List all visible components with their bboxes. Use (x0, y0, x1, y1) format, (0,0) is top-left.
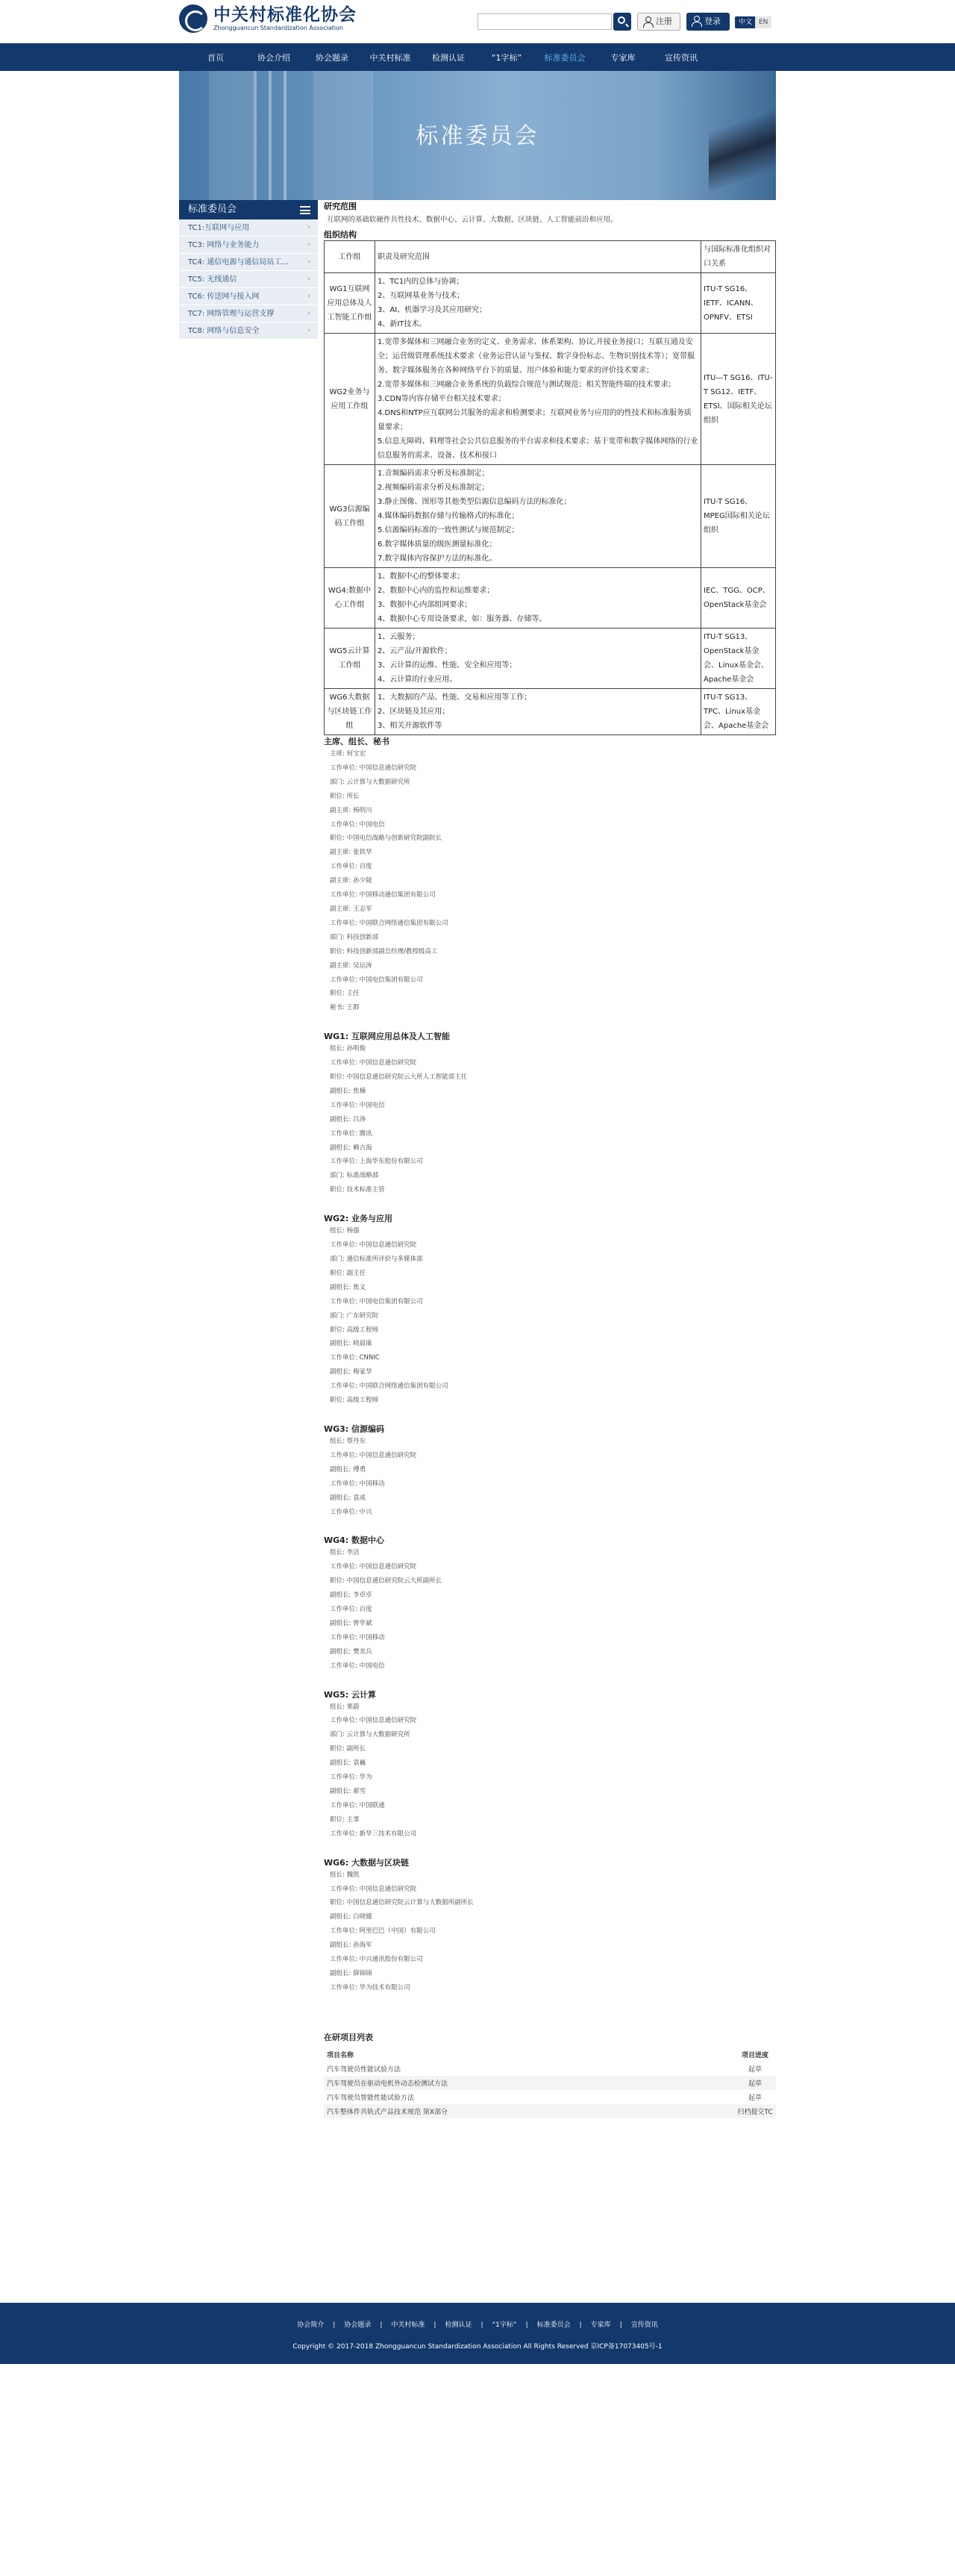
person-line: 工作单位: 中国移动 (330, 1633, 385, 1641)
mapping-cell: ITU—T SG16、ITU-T SG12、IETF、ETSI、国际相关论坛组织 (701, 334, 776, 465)
person-line: 职位: 副主任 (330, 1269, 366, 1277)
group-cell: WG3信源编码工作组 (325, 465, 375, 568)
sidebar-item-label: TC8: 网络与信息安全 (188, 327, 260, 335)
search-icon (618, 16, 625, 24)
workgroup-title: WG2: 业务与应用 (324, 1214, 393, 1224)
person-line: 部门: 云计算与大数据研究所 (330, 1731, 410, 1739)
sidebar-item-tc3[interactable] (179, 237, 318, 254)
separator: | (525, 2321, 528, 2329)
table-header-row (324, 2048, 776, 2062)
duty-line: 5.信源编码标准的一致性测试与规范制定； (378, 526, 519, 534)
person-line: 工作单位: 中国电信 (330, 1101, 385, 1109)
nav-item-committee[interactable]: 标准委员会 (544, 53, 586, 63)
footer-link[interactable]: 检测认证 (445, 2321, 472, 2329)
person-line: 副主席: 张铁华 (330, 849, 372, 857)
person-line: 工作单位: 中国联通 (330, 1801, 385, 1809)
footer-links (0, 2303, 955, 2329)
sidebar-item-tc5[interactable] (179, 271, 318, 288)
sidebar-item-label: TC3: 网络与业务能力 (188, 241, 260, 249)
sidebar-item-tc4[interactable] (179, 254, 318, 271)
person-line: 副组长: 晓晨康 (330, 1340, 372, 1348)
person-line: 职位: 主任 (330, 990, 360, 998)
duty-line: 3.CDN等内容存储平台相关技术要求； (378, 395, 506, 403)
sidebar-item-label: TC7: 网络管理与运营支撑 (188, 310, 275, 318)
duty-line: 3、AI、机器学习及其应用研究； (378, 306, 487, 314)
register-label: 注册 (656, 16, 672, 26)
user-icon (691, 16, 701, 26)
site-footer (0, 2303, 955, 2364)
person-line: 职位: 副所长 (330, 1745, 366, 1753)
duty-line: 3、数据中心内部组网要求； (378, 601, 472, 609)
person-line: 工作单位: 中国电信 (330, 1662, 385, 1670)
person-line: 组长: 栗蔚 (330, 1703, 360, 1711)
person-line: 副主席: 孙少陵 (330, 877, 372, 885)
duty-line: 2.宽带多媒体和三网融合业务系统的负载综合规范与测试规范；相关智能终端的技术要求； (378, 381, 676, 389)
duty-line: 1、云服务； (378, 633, 420, 641)
nav-item-news[interactable]: 宣传资讯 (665, 53, 698, 63)
separator: | (433, 2321, 436, 2329)
person-line: 副组长: 白晓媛 (330, 1913, 372, 1921)
project-status: 归档提交TC (731, 2104, 776, 2118)
duty-line: 4.媒体编码数据存储与传输格式的标准化； (378, 512, 519, 520)
person-line: 副组长: 焦义 (330, 1283, 366, 1291)
project-status: 起草 (748, 2065, 762, 2074)
research-title: 研究范围 (324, 202, 357, 211)
person-line: 职位: 主事 (330, 1815, 360, 1824)
table-row[interactable] (324, 2090, 776, 2104)
project-status: 起草 (731, 2076, 776, 2090)
table-header-cell: 工作组 (325, 241, 375, 273)
duty-line: 4、数据中心专用设备要求，如：服务器、存储等。 (378, 615, 547, 623)
person-line: 副组长: 梅家华 (330, 1368, 372, 1376)
menu-icon[interactable] (300, 206, 310, 214)
chevron-right-icon: › (307, 327, 310, 334)
nav-item-standards[interactable]: 中关村标准 (369, 53, 411, 63)
person-line: 组长: 蔡丹东 (330, 1437, 366, 1445)
duty-line: 4.DNS和NTP应互联网公共服务的需求和检测要求；互联网业务与应用的的性技术和标准服务质量要求； (378, 409, 692, 431)
duty-line: 2、数据中心内的监控和运维要求； (378, 587, 495, 595)
chevron-right-icon: › (307, 241, 310, 249)
person-line: 工作单位: CNNIC (330, 1354, 380, 1362)
person-line: 副组长: 曾华斌 (330, 1619, 372, 1627)
person-line: 职位: 中国电信战略与创新研究院副院长 (330, 835, 442, 843)
person-line: 职位: 高级工程师 (330, 1397, 379, 1405)
separator: | (380, 2321, 383, 2329)
person-line: 副组长: 郝雪 (330, 1788, 366, 1795)
workgroup-title: WG4: 数据中心 (324, 1535, 385, 1546)
duty-line: 1、TC1内的总体与协调； (378, 278, 464, 286)
person-line: 工作单位: 中国电信 (330, 820, 385, 829)
person-line: 工作单位: 中国联合网络通信集团有限公司 (330, 1382, 448, 1391)
table-row (325, 629, 776, 689)
duty-line: 4、新IT技术。 (378, 320, 427, 328)
register-button[interactable] (637, 13, 680, 31)
group-cell: WG6大数据与区块链工作组 (325, 689, 375, 735)
person-line: 工作单位: 上海华东股份有限公司 (330, 1158, 423, 1166)
org-title: 组织结构 (324, 230, 357, 240)
table-header-cell: 项目进度 (731, 2048, 776, 2062)
person-line: 工作单位: 中兴 (330, 1508, 372, 1516)
table-header-cell: 项目名称 (324, 2048, 731, 2062)
table-row (325, 273, 776, 334)
main-nav (0, 43, 955, 71)
table-header-cell: 与国际标准化组织对口关系 (701, 241, 776, 273)
duty-line: 5.信息无障碍、料理等社会公共信息服务的平台需求和技术要求；基于宽带和数字媒体网络的行业信息服务的需求、设备、技术和接口 (378, 437, 698, 460)
person-line: 工作单位: 中兴通讯股份有限公司 (330, 1956, 423, 1964)
duties-cell (375, 334, 701, 465)
chevron-right-icon: › (307, 310, 310, 317)
login-button[interactable] (686, 13, 730, 31)
nav-item-mark[interactable]: “1字标” (491, 53, 522, 63)
lang-en-button[interactable]: EN (755, 16, 771, 28)
copyright: Copyright © 2017-2018 Zhongguancun Standardization Association All Rights Reserved 京ICP备17073405号-1 (292, 2343, 663, 2351)
duties-cell (375, 689, 701, 735)
footer-link[interactable]: 协会题录 (344, 2321, 372, 2329)
person-line: 职位: 技术标准主管 (330, 1186, 385, 1194)
workgroup-title: WG1: 互联网应用总体及人工智能 (324, 1032, 451, 1042)
person-line: 工作单位: 百度 (330, 1606, 372, 1614)
duties-cell (375, 273, 701, 334)
nav-item-home[interactable]: 首页 (207, 53, 224, 63)
person-line: 组长: 杨强 (330, 1227, 360, 1235)
person-line: 工作单位: 中国信息通信研究院 (330, 1451, 417, 1459)
person-line: 副组长: 孙海军 (330, 1942, 372, 1950)
duty-line: 1、大数据的产品、性能、交易和应用等工作； (378, 693, 532, 702)
project-name[interactable]: 汽车整体件共轨式产品技术规范 第X部分 (324, 2104, 731, 2118)
person-line: 工作单位: 中国电信集团有限公司 (330, 976, 423, 984)
page-banner (179, 71, 776, 200)
person-line: 副组长: 赖吉海 (330, 1144, 372, 1152)
person-line: 副组长: 袁巍 (330, 1759, 366, 1768)
footer-link[interactable]: 中关村标准 (391, 2321, 425, 2329)
project-status: 起草 (748, 2094, 762, 2102)
nav-item-about[interactable]: 协会介绍 (257, 53, 290, 63)
duty-line: 7.数字媒体内容保护方法的标准化。 (378, 555, 497, 563)
person-line: 工作单位: 阿里巴巴（中国）有限公司 (330, 1927, 436, 1936)
duty-line: 2、云产品/开源软件； (378, 647, 452, 655)
person-line: 副组长: 焦楠 (330, 1087, 366, 1095)
user-icon (642, 16, 653, 27)
person-line: 工作单位: 中国信息通信研究院 (330, 1241, 417, 1250)
person-line: 工作单位: 新华三技术有限公司 (330, 1830, 417, 1838)
person-line: 工作单位: 中国信息通信研究院 (330, 1563, 417, 1571)
nav-item-certification[interactable]: 检测认证 (432, 53, 465, 63)
duty-line: 2、互联网基业务与技术； (378, 292, 465, 300)
person-line: 工作单位: 百度 (330, 863, 372, 871)
person-line: 工作单位: 中国移动 (330, 1479, 385, 1488)
person-line: 工作单位: 中国信息通信研究院 (330, 764, 417, 772)
sidebar (179, 200, 318, 340)
person-line: 组长: 魏凯 (330, 1871, 360, 1879)
sidebar-item-tc1[interactable] (179, 219, 318, 237)
table-row (325, 568, 776, 629)
person-line: 副组长: 薛锦锦 (330, 1969, 372, 1977)
duty-line: 2、区块链及其应用； (378, 708, 450, 716)
site-logo[interactable] (179, 4, 357, 33)
workgroup-title: WG3: 信源编码 (324, 1423, 385, 1434)
mapping-cell: ITU-T SG16、IETF、ICANN、OPNFV、ETSI (701, 273, 776, 334)
person-line: 职位: 科技创新部副总经理/教授级高工 (330, 947, 438, 955)
duties-cell (375, 629, 701, 689)
person-line: 部门: 科技创新部 (330, 933, 379, 941)
duties-cell (375, 568, 701, 629)
project-name[interactable]: 汽车驾驶员性能试验方法 (327, 2065, 401, 2074)
table-header-row (325, 241, 776, 273)
logo-subtitle: Zhongguancun Standardization Association (213, 25, 343, 31)
person-line: 部门: 广东研究院 (330, 1312, 379, 1320)
table-header-cell: 职责及研究范围 (375, 241, 701, 273)
separator: | (619, 2321, 622, 2329)
person-line: 职位: 中国信息通信研究院云计算与大数据所副所长 (330, 1899, 474, 1907)
chevron-right-icon: › (307, 293, 310, 300)
person-line: 部门: 标准战略部 (330, 1172, 379, 1180)
duty-line: 2.视频编码需求分析及标准制定； (378, 484, 489, 492)
person-line: 工作单位: 中国信息通信研究院 (330, 1059, 417, 1067)
table-row[interactable] (324, 2062, 776, 2076)
person-line: 组长: 孙明俊 (330, 1045, 366, 1053)
sidebar-item-label: TC1:互联网与应用 (188, 224, 250, 232)
leadership-title: 主席、组长、秘书 (324, 737, 389, 746)
duties-cell (375, 465, 701, 568)
sidebar-item-tc7[interactable] (179, 305, 318, 322)
person-line: 主席: 何宝宏 (330, 750, 366, 758)
group-cell: WG4:数据中心工作组 (325, 568, 375, 629)
mapping-cell: ITU-T SG16、MPEG国际相关论坛组织 (701, 465, 776, 568)
person-line: 副主席: 杨明川 (330, 806, 372, 814)
workgroup-list (324, 1015, 776, 1995)
mapping-cell: ITU-T SG13、OpenStack基金会、Linux基金会、Apache基金会 (701, 629, 776, 689)
sidebar-item-label: TC5: 无线通信 (188, 275, 237, 284)
chevron-right-icon: › (307, 258, 310, 266)
sidebar-item-label: TC6: 传送网与接入网 (188, 293, 260, 301)
person-line: 部门: 云计算与大数据研究所 (330, 778, 410, 786)
sidebar-item-label: TC4: 通信电源与通信局站工... (188, 258, 289, 266)
footer-link[interactable]: 标准委员会 (536, 2321, 571, 2329)
group-cell: WG2业务与应用工作组 (325, 334, 375, 465)
person-line: 职位: 高级工程师 (330, 1326, 379, 1334)
workgroup-title: WG6: 大数据与区块链 (324, 1857, 410, 1868)
person-line: 副组长: 樊美兵 (330, 1647, 372, 1656)
nav-item-catalog[interactable]: 协会题录 (316, 53, 348, 63)
duty-line: 1.音频编码需求分析及标准制定； (378, 470, 489, 478)
person-line: 副主席: 王志军 (330, 905, 372, 913)
person-line: 副组长: 袁成 (330, 1494, 366, 1502)
leadership-list (324, 747, 776, 1015)
login-label: 登录 (704, 16, 721, 26)
person-line: 职位: 中国信息通信研究院云大所人工智能部主任 (330, 1073, 468, 1082)
lang-zh-button[interactable]: 中文 (735, 16, 756, 28)
table-row (325, 334, 776, 465)
group-cell: WG5云计算工作组 (325, 629, 375, 689)
org-table (324, 240, 776, 735)
banner-title: 标准委员会 (416, 123, 539, 149)
person-line: 工作单位: 中国信息通信研究院 (330, 1717, 417, 1725)
person-line: 部门: 通信标准所评价与多媒体部 (330, 1256, 423, 1263)
sidebar-title-text: 标准委员会 (188, 204, 237, 215)
site-header (0, 0, 955, 43)
sidebar-title (179, 200, 318, 219)
research-text: 互联网的基础软硬件共性技术、数据中心、云计算、大数据、区块链、人工智能前沿和应用。 (327, 216, 618, 224)
main-content (179, 200, 776, 2303)
person-line: 职位: 中国信息通信研究院云大所副所长 (330, 1577, 442, 1585)
person-line: 工作单位: 中国移动通信集团有限公司 (330, 891, 436, 899)
person-line: 副组长: 吕涛 (330, 1115, 366, 1123)
duty-line: 3、相关开源软件等 (378, 722, 442, 730)
table-row[interactable] (324, 2104, 776, 2118)
duty-line: 4、云计算的行业应用。 (378, 676, 457, 684)
table-row (325, 465, 776, 568)
search-button[interactable] (613, 13, 631, 31)
mapping-cell: ITU-T SG13、TPC、Linux基金会、Apache基金会 (701, 689, 776, 735)
person-line: 工作单位: 华为 (330, 1774, 372, 1782)
chevron-right-icon: › (307, 275, 310, 283)
person-line: 职位: 所长 (330, 792, 360, 800)
footer-link[interactable]: 专家库 (590, 2321, 611, 2329)
person-line: 副组长: 李卓卓 (330, 1591, 372, 1600)
sidebar-item-tc6[interactable] (179, 288, 318, 305)
separator: | (579, 2321, 582, 2329)
search-input[interactable] (478, 13, 612, 30)
workgroup-title: WG5: 云计算 (324, 1689, 377, 1700)
table-row[interactable] (324, 2076, 776, 2090)
nav-item-experts[interactable]: 专家库 (610, 53, 636, 63)
committee-content (324, 200, 776, 2118)
duty-line: 1.宽带多媒体和三网融合业务的定义、业务需求、体系架构、协议,并接业务接口；互联互通及安全；运营级管理系统技术要求（业务运营认证与鉴权、数字身份标志、生物识别技术等）；宽带服务、数字媒体服务在各种网络平台下的质量、用户体验和能力要求的评价技术要求； (378, 338, 695, 375)
separator: | (333, 2321, 336, 2329)
separator: | (480, 2321, 483, 2329)
projects-table (324, 2048, 776, 2118)
footer-link[interactable]: 宣传资讯 (630, 2321, 658, 2329)
person-line: 工作单位: 中国电信集团有限公司 (330, 1297, 423, 1306)
footer-link[interactable]: 协会简介 (297, 2321, 325, 2329)
projects-title: 在研项目列表 (324, 2032, 373, 2042)
logo-title: 中关村标准化协会 (213, 5, 357, 25)
person-line: 工作单位: 中国信息通信研究院 (330, 1885, 417, 1893)
group-cell: WG1互联网应用总体及人工智能工作组 (325, 273, 375, 334)
person-line: 副组长: 傅勇 (330, 1465, 366, 1473)
project-name[interactable]: 汽车驾驶员智能性能试验方法 (327, 2094, 415, 2102)
mapping-cell: IEC、TGG、OCP、OpenStack基金会 (701, 568, 776, 629)
logo-icon (179, 4, 207, 33)
duty-line: 3.静止图像、图形等其他类型信源信息编码方法的标准化； (378, 498, 572, 506)
person-line: 副主席: 吴运涛 (330, 961, 372, 970)
project-name[interactable]: 汽车驾驶员在驱动电机外动态检测试方法 (324, 2076, 731, 2090)
footer-link[interactable]: “1字标” (492, 2321, 517, 2329)
chevron-right-icon: › (307, 224, 310, 231)
duty-line: 6.数字媒体质量的级医测量标准化； (378, 540, 497, 549)
person-line: 工作单位: 腾讯 (330, 1129, 372, 1138)
duty-line: 3、云计算的运维、性能、安全和应用等； (378, 661, 517, 670)
person-line: 工作单位: 华为技术有限公司 (330, 1983, 410, 1992)
table-row (325, 689, 776, 735)
duty-line: 1、数据中心的整体要求； (378, 573, 465, 581)
person-line: 组长: 李洁 (330, 1549, 360, 1557)
sidebar-item-tc8[interactable] (179, 322, 318, 340)
person-line: 秘书: 王群 (330, 1004, 360, 1012)
person-line: 工作单位: 中国联合网络通信集团有限公司 (330, 919, 448, 927)
